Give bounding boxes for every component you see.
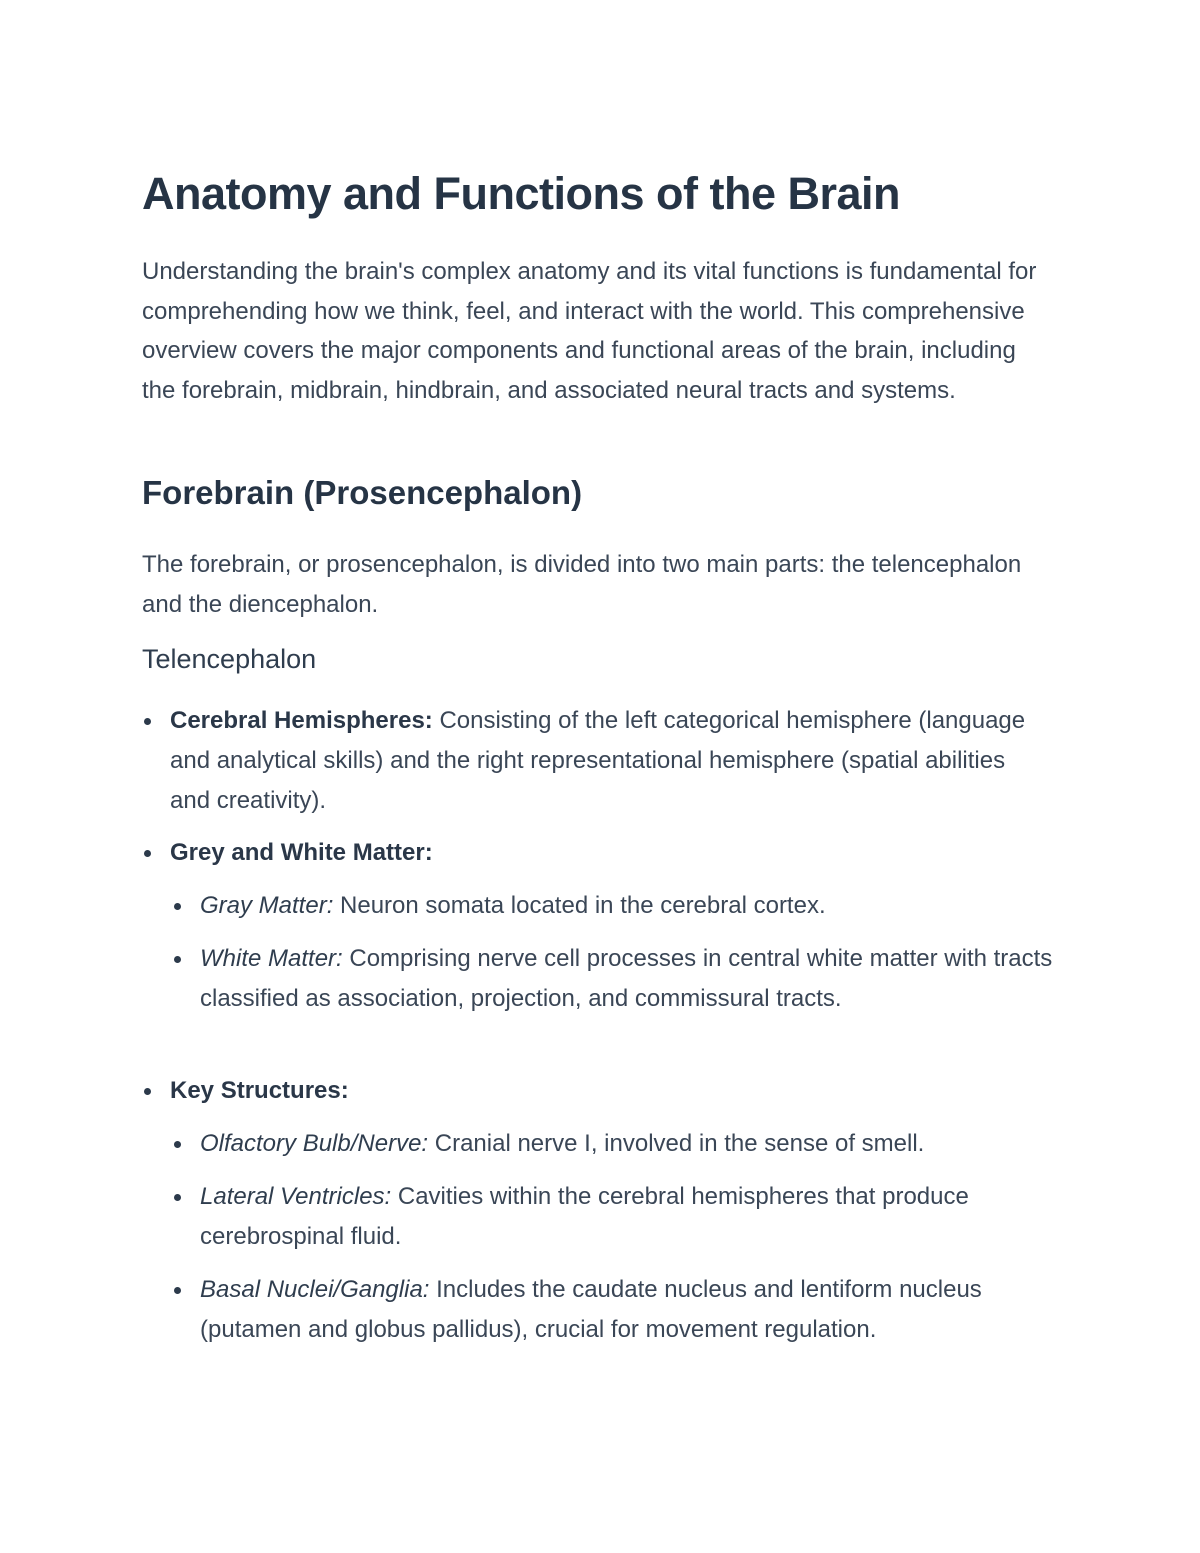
list-item-text: Consisting of the left categorical hemisphere (language and analytical skills) and the right representational hemisphere (spatial abilities and creativity). <box>170 707 1026 814</box>
list-item-text: Cavities within the cerebral hemispheres that produce cerebrospinal fluid. <box>200 1183 969 1250</box>
list-item-white-matter <box>200 939 1070 1019</box>
list-item-term: Olfactory Bulb/Nerve: <box>200 1130 429 1157</box>
bullet-icon <box>144 1088 151 1095</box>
bullet-icon <box>174 1194 181 1201</box>
forebrain-heading: Forebrain (Prosencephalon) <box>142 474 583 511</box>
bullet-icon <box>174 1287 181 1294</box>
list-item-text: Cranial nerve I, involved in the sense of smell. <box>428 1130 925 1157</box>
list-item-term: Gray Matter: <box>200 892 334 919</box>
list-item-key-structures <box>170 1071 1050 1111</box>
list-item-grey-white-matter <box>170 833 1050 873</box>
list-item-text: Comprising nerve cell processes in central white matter with tracts classified as association, projection, and commissural tracts. <box>200 945 1053 1012</box>
list-item-olfactory <box>200 1124 1070 1164</box>
list-item-term: Basal Nuclei/Ganglia: <box>200 1276 430 1303</box>
bullet-icon <box>144 850 151 857</box>
list-item-text: Neuron somata located in the cerebral cortex. <box>333 892 826 919</box>
telencephalon-heading: Telencephalon <box>142 644 317 674</box>
forebrain-intro-paragraph: The forebrain, or prosencephalon, is divided into two main parts: the telencephalon and the diencephalon. <box>142 551 1022 618</box>
list-item-text: Includes the caudate nucleus and lentiform nucleus (putamen and globus pallidus), crucial for movement regulation. <box>200 1276 982 1343</box>
bullet-icon <box>174 956 181 963</box>
list-item-cerebral-hemispheres <box>170 701 1050 821</box>
bullet-icon <box>174 1141 181 1148</box>
list-item-term: Cerebral Hemispheres: <box>170 707 433 734</box>
list-item-lateral-ventricles <box>200 1177 1070 1257</box>
bullet-icon <box>174 903 181 910</box>
bullet-icon <box>144 718 151 725</box>
list-item-term: Key Structures: <box>170 1077 349 1104</box>
page-title: Anatomy and Functions of the Brain <box>142 168 901 219</box>
list-item-term: White Matter: <box>200 945 343 972</box>
list-item-term: Lateral Ventricles: <box>200 1183 392 1210</box>
list-item-term: Grey and White Matter: <box>170 839 433 866</box>
list-item-gray-matter <box>200 886 1070 926</box>
intro-paragraph: Understanding the brain's complex anatomy and its vital functions is fundamental for comprehending how we think, feel, and interact with the world. This comprehensive overview covers the major components and functional areas of the brain, including the forebrain, midbrain, hindbrain, and associated neural tracts and systems. <box>142 258 1037 404</box>
list-item-basal-nuclei <box>200 1270 1070 1350</box>
